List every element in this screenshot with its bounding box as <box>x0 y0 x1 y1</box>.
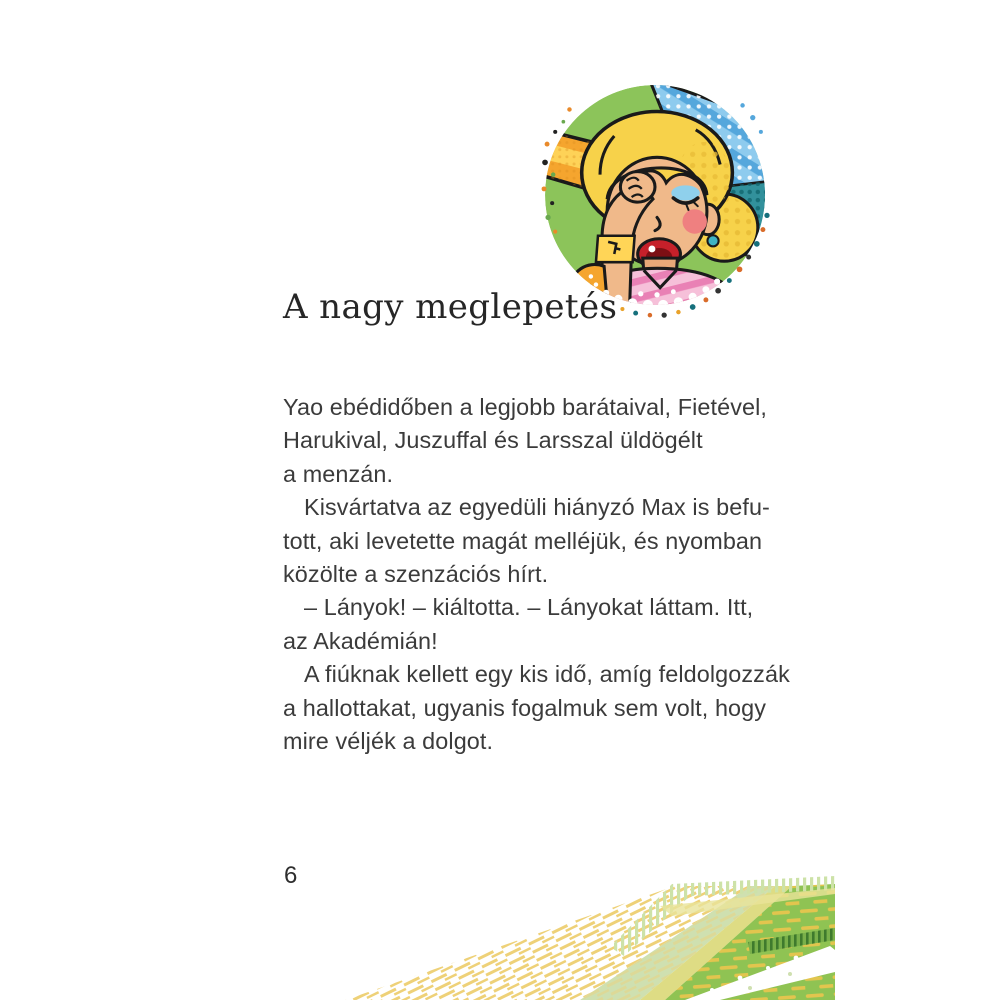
earring <box>707 235 718 246</box>
chapter-title: A nagy meglepetés <box>283 287 618 327</box>
body-line: közölte a szenzációs hírt. <box>283 560 549 587</box>
body-line: A fiúknak kellett egy kis idő, amíg feldolgozzák <box>304 661 790 688</box>
page-number: 6 <box>284 862 298 889</box>
body-line: a menzán. <box>283 460 394 487</box>
body-line: tott, aki levetette magát melléjük, és nyomban <box>283 527 763 554</box>
body-line: – Lányok! – kiáltotta. – Lányokat láttam. Itt, <box>304 594 754 621</box>
body-line: Harukival, Juszuffal és Larsszal üldögélt <box>283 427 703 454</box>
chapter-illustration <box>543 83 767 307</box>
body-line: Kisvártatva az egyedüli hiányzó Max is befu- <box>304 494 770 521</box>
body-line: Yao ebédidőben a legjobb barátaival, Fietével, <box>283 394 768 420</box>
body-line: mire véljék a dolgot. <box>283 727 494 754</box>
body-text <box>283 391 790 758</box>
body-line: az Akadémián! <box>283 627 438 654</box>
body-line: a hallottakat, ugyanis fogalmuk sem volt, hogy <box>283 694 767 721</box>
footer-field-decoration <box>320 872 835 1000</box>
